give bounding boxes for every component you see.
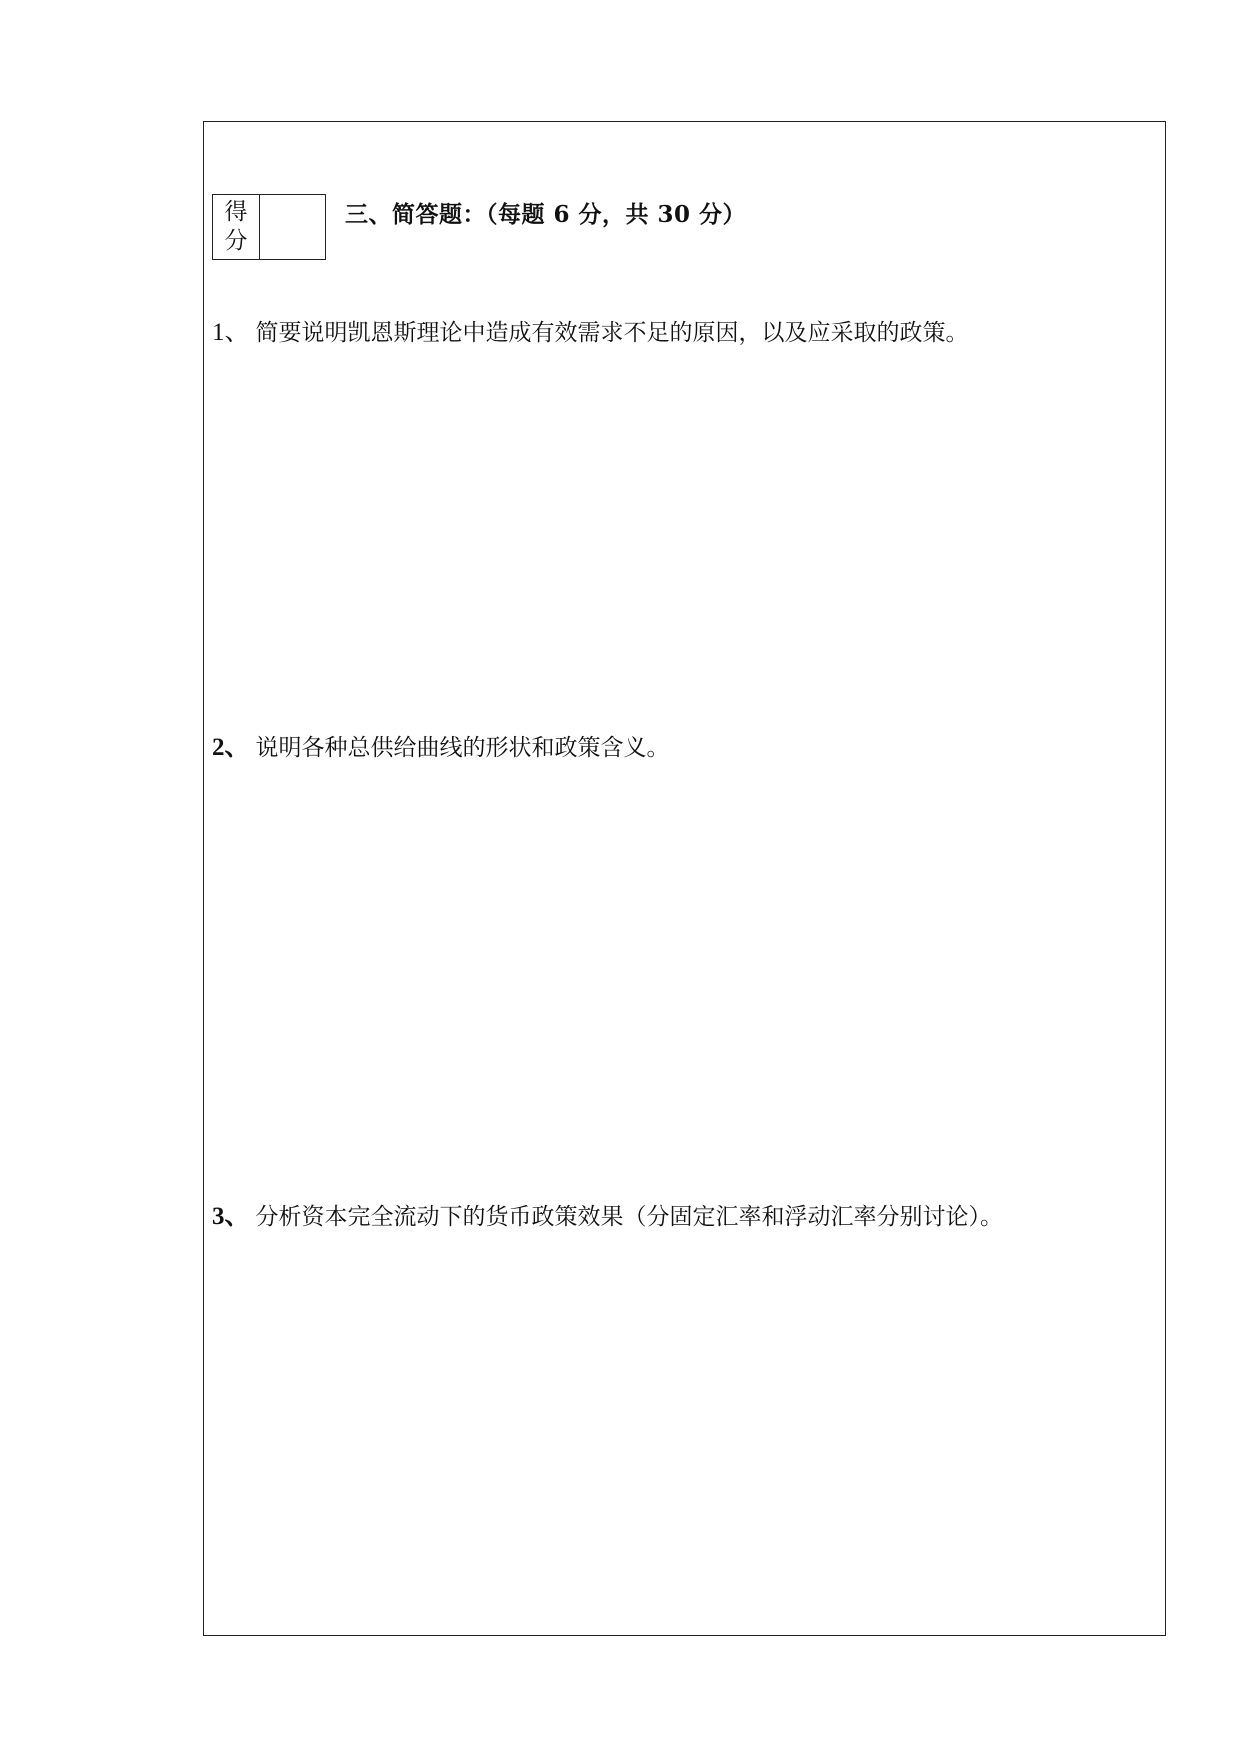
question-text: 分析资本完全流动下的货币政策效果（分固定汇率和浮动汇率分别讨论）。	[255, 1204, 1004, 1230]
question-1	[212, 312, 969, 348]
answer-sheet-frame	[203, 121, 1166, 1636]
score-label-line2: 分	[224, 228, 248, 254]
question-number: 1、	[212, 319, 250, 346]
question-2	[212, 727, 670, 763]
section-title: 三、简答题：（每题 6 分，共 30 分）	[345, 201, 747, 228]
score-label-line1: 得	[224, 199, 248, 225]
question-text: 说明各种总供给曲线的形状和政策含义。	[255, 735, 670, 761]
score-box	[212, 194, 326, 260]
question-number: 3、	[212, 1203, 250, 1230]
question-text: 简要说明凯恩斯理论中造成有效需求不足的原因，以及应采取的政策。	[255, 320, 969, 346]
question-3	[212, 1196, 1003, 1232]
score-label	[213, 195, 260, 259]
question-number: 2、	[212, 734, 250, 761]
score-entry-field[interactable]	[260, 195, 325, 259]
